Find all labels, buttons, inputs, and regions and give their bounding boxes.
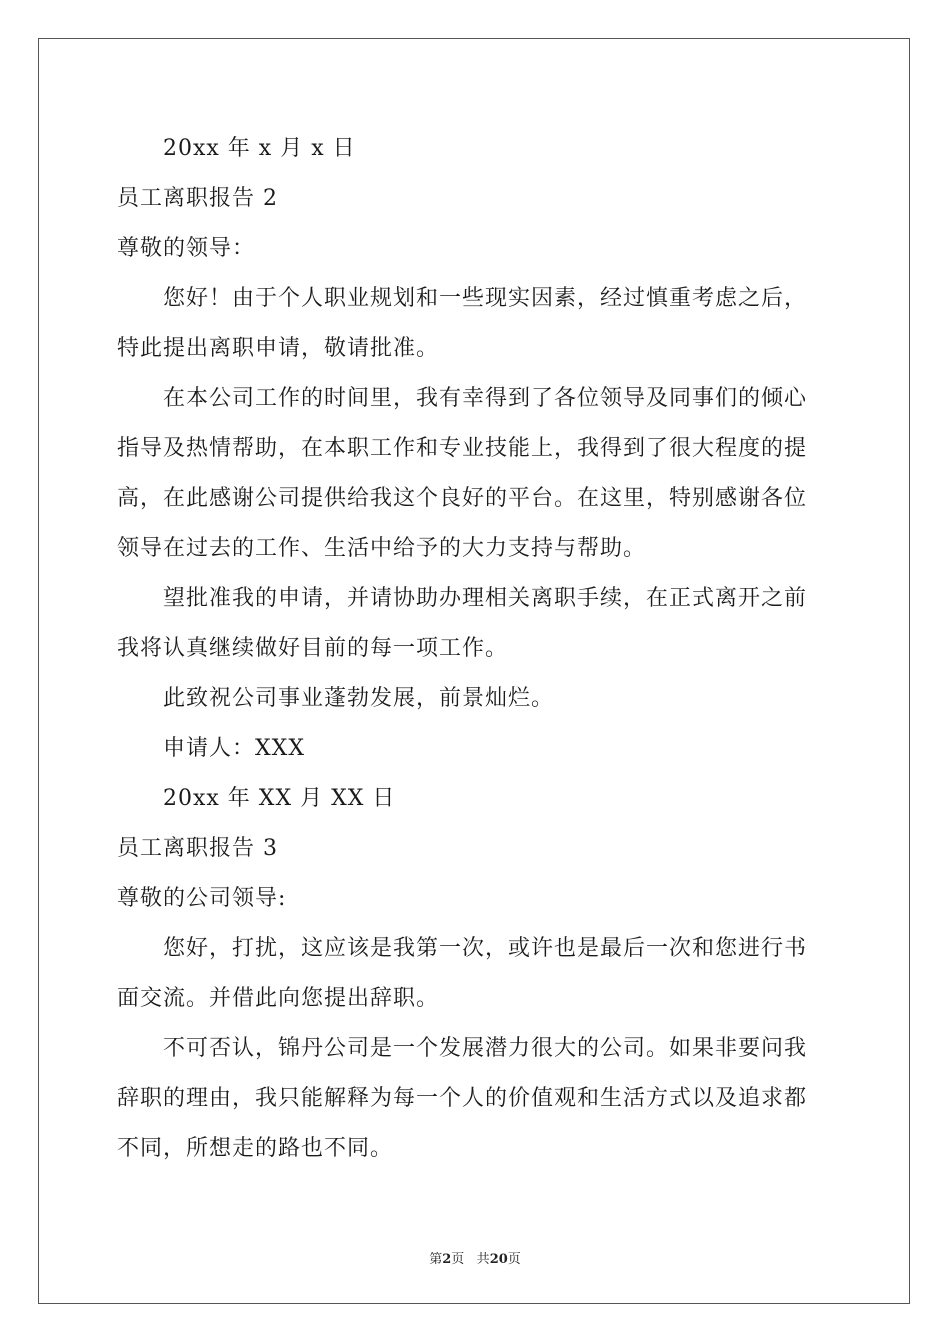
paragraph-line: 不可否认，锦丹公司是一个发展潜力很大的公司。如果非要问我: [163, 1036, 808, 1061]
paragraph-line: 您好，打扰，这应该是我第一次，或许也是最后一次和您进行书: [163, 936, 808, 961]
paragraph-line: 在本公司工作的时间里，我有幸得到了各位领导及同事们的倾心: [163, 386, 808, 411]
total-suffix: 页: [507, 1252, 521, 1267]
salutation: 尊敬的领导：: [117, 236, 256, 261]
paragraph-line: 高，在此感谢公司提供给我这个良好的平台。在这里，特别感谢各位: [117, 486, 808, 511]
closing-line: 此致祝公司事业蓬勃发展，前景灿烂。: [163, 686, 555, 711]
total-pages: 20: [489, 1252, 508, 1267]
page-suffix: 页: [451, 1252, 465, 1267]
page-footer: [0, 1248, 950, 1267]
document-body: [117, 124, 837, 1174]
paragraph-line: 指导及热情帮助，在本职工作和专业技能上，我得到了很大程度的提: [117, 436, 808, 461]
paragraph-line: 面交流。并借此向您提出辞职。: [117, 986, 440, 1011]
section-title: 员工离职报告 2: [117, 186, 278, 211]
page-number: 2: [442, 1252, 452, 1267]
signature-line: 申请人：XXX: [163, 736, 305, 761]
page-prefix: 第: [429, 1252, 443, 1267]
paragraph-line: 领导在过去的工作、生活中给予的大力支持与帮助。: [117, 536, 647, 561]
paragraph-line: 特此提出离职申请，敬请批准。: [117, 336, 440, 361]
salutation: 尊敬的公司领导:: [117, 886, 287, 911]
paragraph-line: 不同，所想走的路也不同。: [117, 1136, 394, 1161]
date-line: 20xx 年 XX 月 XX 日: [163, 786, 396, 811]
paragraph-line: 我将认真继续做好目前的每一项工作。: [117, 636, 509, 661]
paragraph-line: 辞职的理由，我只能解释为每一个人的价值观和生活方式以及追求都: [117, 1086, 808, 1111]
total-prefix: 共: [476, 1252, 490, 1267]
paragraph-line: 您好！由于个人职业规划和一些现实因素，经过慎重考虑之后，: [163, 286, 808, 311]
section-title: 员工离职报告 3: [117, 836, 278, 861]
date-line: 20xx 年 x 月 x 日: [163, 136, 356, 161]
paragraph-line: 望批准我的申请，并请协助办理相关离职手续，在正式离开之前: [163, 586, 808, 611]
